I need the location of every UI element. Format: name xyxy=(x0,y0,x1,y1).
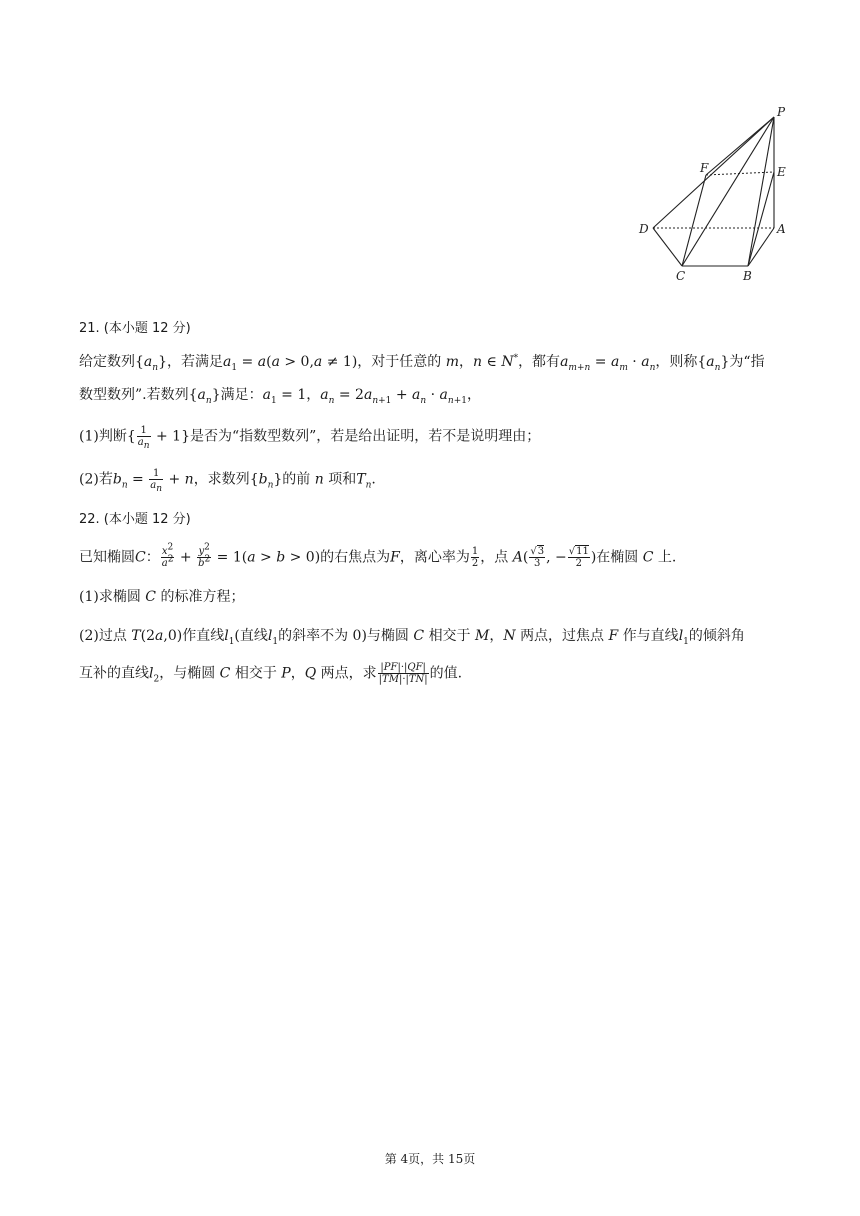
q21-part1: (1)判断{ $\frac{1}{a_n}$ + 1}是否为“指数型数列”，若是给出证明，若不是说明理由； xyxy=(79,425,541,451)
q22-part1: (1)求椭圆 C 的标准方程； xyxy=(79,589,245,605)
geometry-figure xyxy=(630,100,800,290)
label-E: E xyxy=(777,165,786,179)
q22-part2-line1: (2)过点 T(2a,0)作直线$l_1$(直线$l_1$的斜率不为 0)与椭圆 C 相交于 M，N 两点，过焦点 F 作与直线$l_1$的倾斜角 xyxy=(79,628,745,647)
q21-statement-line1: 给定数列$\{a_n\}$，若满足$a_1 = a(a > 0,a \ne 1)$，对于任意的 m，n ∈ N*，都有$a_{m+n} = a_m \cdot a_n$，则称$\{a_n\}$为“指 xyxy=(79,353,765,373)
label-P: P xyxy=(777,105,786,119)
q21-header: 21. (本小题 12 分) xyxy=(79,321,191,336)
q21-part2: (2)若$b_n$ = $\frac{1}{a_n}$ + n，求数列$\{b_n\}$的前 n 项和$T_n$. xyxy=(79,468,376,494)
label-A: A xyxy=(777,222,786,236)
page-footer: 第 4页，共 15页 xyxy=(384,1152,476,1166)
label-C: C xyxy=(676,269,686,283)
q22-part2-line2: 互补的直线$l_2$，与椭圆 C 相交于 P，Q 两点，求 $\frac{|PF|\cdot|QF|}{|TM|\cdot|TN|}$ 的值. xyxy=(79,662,463,685)
q22-header: 22. (本小题 12 分) xyxy=(79,512,191,527)
label-F: F xyxy=(700,161,709,175)
q21-statement-line2: 数型数列”.若数列$\{a_n\}$满足：$a_1 = 1$，$a_n = 2a_{n+1} + a_n \cdot a_{n+1}$， xyxy=(79,387,481,406)
pyramid-diagram xyxy=(630,100,800,290)
label-D: D xyxy=(639,222,649,236)
q22-statement: 已知椭圆C： $\frac{x^2}{a^2}$ + $\frac{y^2}{b^2}$ = 1(a > b > 0)的右焦点为F，离心率为 $\frac{1}{2}$ ，点 A( $\frac{√3}{3}$ , − $\frac{√11}{2}$ )在椭圆 C 上. xyxy=(79,542,677,569)
label-B: B xyxy=(743,269,752,283)
